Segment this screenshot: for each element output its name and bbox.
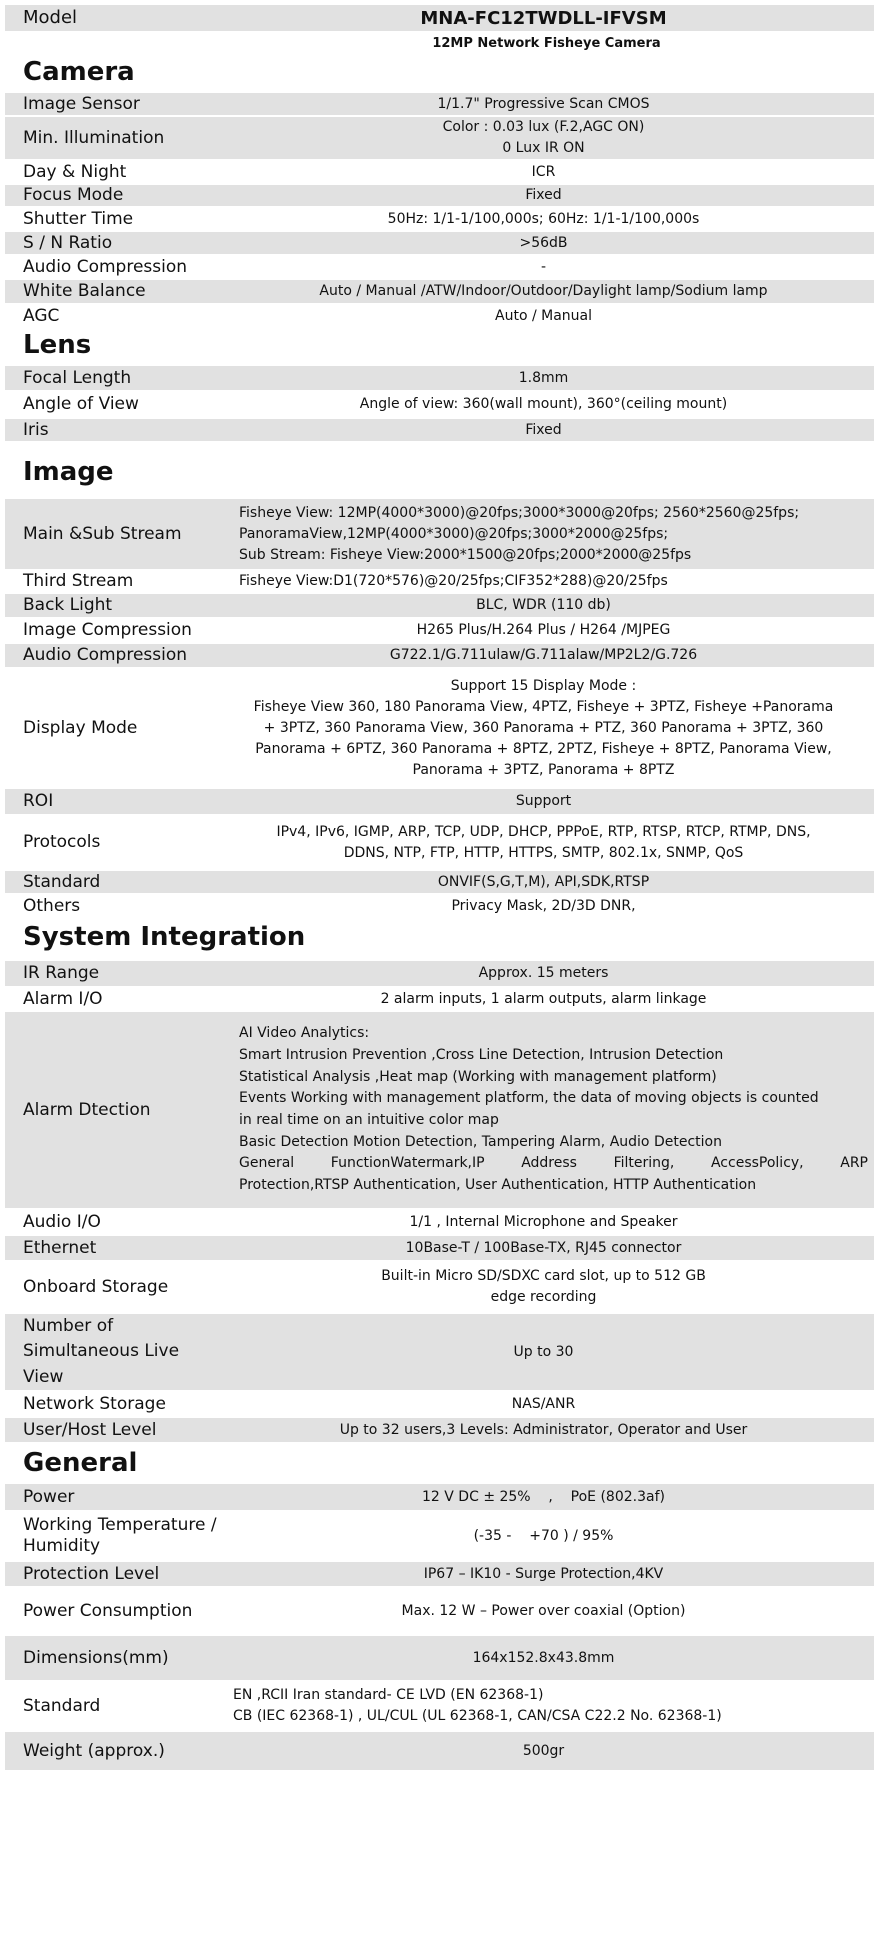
spec-value: 1.8mm [518,369,569,386]
spec-value: >56dB [519,234,568,251]
spec-label: Back Light [23,595,113,616]
spec-row-standard-general [5,1680,874,1730]
spec-value: BLC, WDR (110 db) [476,597,611,613]
spec-line: Panorama + 6PTZ, 360 Panorama + 8PTZ, 2PTZ, Fisheye + 8PTZ, Panorama View, [255,740,832,757]
spec-label: Day & Night [23,161,127,182]
spec-value: IP67 – IK10 - Surge Protection,4KV [423,1565,664,1582]
spec-line: 0 Lux IR ON [502,140,585,156]
spec-label: Audio I/O [23,1211,101,1232]
spec-label: Shutter Time [23,208,134,229]
spec-line: Support 15 Display Mode : [450,677,637,694]
spec-line: CB (IEC 62368-1) , UL/CUL (UL 62368-1, CAN/CSA C22.2 No. 62368-1) [233,1708,722,1724]
spec-value [219,503,874,566]
spec-row-ir-range [5,959,874,986]
spec-label: Iris [23,419,49,440]
spec-label: Working Temperature / Humidity [23,1515,217,1556]
spec-row-working-temperature [5,1510,874,1560]
section-general: General [5,1442,874,1482]
spec-line: Smart Intrusion Prevention ,Cross Line Detection, Intrusion Detection [239,1046,724,1063]
spec-row-audio-compression [5,642,874,667]
spec-value: Fixed [525,421,562,438]
spec-value [219,1023,874,1197]
spec-value: Fixed [525,187,562,203]
section-camera: Camera [5,55,874,91]
spec-value: Privacy Mask, 2D/3D DNR, [451,898,636,914]
spec-row-iris [5,417,874,441]
spec-row-image-sensor [5,91,874,115]
spec-row-others [5,893,874,918]
spec-label: Dimensions(mm) [23,1647,169,1668]
spec-label: Number of Simultaneous Live View [23,1315,180,1387]
spec-sheet [5,5,874,1770]
spec-value: 50Hz: 1/1-1/100,000s; 60Hz: 1/1-1/100,000s [387,210,700,227]
section-system-integration: System Integration [5,918,874,956]
model-label: Model [23,7,78,29]
spec-label: Audio Compression [23,256,188,277]
model-row [5,5,874,31]
model-subtitle: 12MP Network Fisheye Camera [432,35,661,51]
spec-value: H265 Plus/H.264 Plus / H264 /MJPEG [416,622,671,638]
spec-value: Up to 30 [513,1343,574,1360]
spec-label: Angle of View [23,394,139,415]
spec-value: 164x152.8x43.8mm [472,1649,615,1666]
spec-label: Alarm Dtection [23,1099,151,1120]
spec-row-protection-level [5,1560,874,1586]
spec-row-third-stream [5,569,874,592]
spec-row-protocols [5,814,874,869]
spec-row-alarm-detection [5,1010,874,1208]
spec-label: Alarm I/O [23,988,103,1009]
spec-row-sn-ratio [5,230,874,254]
spec-value: (-35 - +70 ) / 95% [473,1527,614,1544]
spec-row-focal-length [5,364,874,390]
spec-row-power [5,1482,874,1510]
spec-row-simultaneous-live-view [5,1312,874,1390]
spec-line: + 3PTZ, 360 Panorama View, 360 Panorama + PTZ, 360 Panorama + 3PTZ, 360 [263,719,824,736]
spec-label: Weight (approx.) [23,1740,165,1761]
spec-label: Display Mode [23,717,138,738]
spec-label: Others [23,896,81,917]
spec-line: Fisheye View 360, 180 Panorama View, 4PTZ, Fisheye + 3PTZ, Fisheye +Panorama [253,698,834,715]
spec-row-dimensions [5,1634,874,1680]
spec-value [219,1685,874,1727]
spec-line: PanoramaView,12MP(4000*3000)@20fps;3000*2000@25fps; [239,525,669,542]
spec-row-weight [5,1730,874,1770]
spec-line: Fisheye View: 12MP(4000*3000)@20fps;3000*3000@20fps; 2560*2560@25fps; [239,504,800,521]
spec-label: White Balance [23,281,146,302]
spec-label: Network Storage [23,1393,166,1414]
spec-label: S / N Ratio [23,232,113,253]
spec-label: User/Host Level [23,1419,157,1440]
spec-label: Protocols [23,832,101,853]
spec-row-image-compression [5,617,874,642]
spec-value [219,117,874,159]
spec-label: Standard [23,871,101,892]
spec-value: Max. 12 W – Power over coaxial (Option) [401,1602,686,1619]
spec-row-network-storage [5,1390,874,1416]
spec-row-angle-of-view [5,390,874,417]
spec-label: Main &Sub Stream [23,523,182,544]
spec-line: Color : 0.03 lux (F.2,AGC ON) [442,119,645,135]
spec-line: Events Working with management platform, the data of moving objects is counted [239,1090,819,1107]
spec-row-user-host-level [5,1416,874,1442]
spec-row-roi [5,787,874,814]
spec-value [219,822,874,864]
spec-label: Ethernet [23,1237,97,1258]
spec-value: 500gr [522,1742,565,1759]
spec-row-focus-mode [5,183,874,206]
spec-label: Image Sensor [23,93,140,114]
spec-label: Standard [23,1695,101,1716]
spec-row-day-night [5,159,874,183]
spec-value: Up to 32 users,3 Levels: Administrator, Operator and User [339,1421,748,1438]
spec-row-display-mode [5,667,874,787]
spec-line: Sub Stream: Fisheye View:2000*1500@20fps;2000*2000@25fps [239,546,692,563]
spec-label: Audio Compression [23,645,188,666]
spec-line: Basic Detection Motion Detection, Tampering Alarm, Audio Detection [239,1133,722,1150]
spec-line: AI Video Analytics: [239,1025,370,1042]
spec-label: Image Compression [23,620,192,641]
spec-row-onboard-storage [5,1260,874,1312]
spec-value: ICR [531,163,556,180]
spec-row-min-illumination [5,115,874,159]
spec-line: Built-in Micro SD/SDXC card slot, up to 512 GB [381,1268,706,1284]
model-value: MNA-FC12TWDLL-IFVSM [420,7,667,29]
spec-label: Onboard Storage [23,1276,169,1297]
spec-row-standard [5,869,874,893]
spec-value: - [540,258,547,275]
spec-value: Fisheye View:D1(720*576)@20/25fps;CIF352*288)@20/25fps [239,573,668,589]
spec-row-agc [5,303,874,327]
spec-row-power-consumption [5,1586,874,1634]
spec-line: in real time on an intuitive color map [239,1112,499,1128]
spec-label: Power Consumption [23,1600,193,1621]
spec-value: 1/1.7" Progressive Scan CMOS [437,95,650,112]
spec-line: Panorama + 3PTZ, Panorama + 8PTZ [412,761,675,778]
spec-value: NAS/ANR [511,1395,576,1412]
spec-row-back-light [5,592,874,617]
spec-line: edge recording [490,1289,597,1305]
spec-line: General FunctionWatermark,IP Address Filtering, AccessPolicy, ARP [239,1155,868,1172]
spec-value [219,1266,874,1308]
spec-value: 10Base-T / 100Base-TX, RJ45 connector [405,1239,682,1256]
spec-line: Protection,RTSP Authentication, User Authentication, HTTP Authentication [239,1177,757,1194]
spec-row-audio-compression [5,254,874,278]
spec-label: ROI [23,791,54,812]
spec-label: Protection Level [23,1563,160,1584]
spec-line: Statistical Analysis ,Heat map (Working with management platform) [239,1068,717,1085]
spec-value: 12 V DC ± 25% , PoE (802.3af) [422,1488,665,1505]
section-image: Image [5,441,874,491]
spec-line: IPv4, IPv6, IGMP, ARP, TCP, UDP, DHCP, PPPoE, RTP, RTSP, RTCP, RTMP, DNS, [276,823,811,840]
spec-value: Angle of view: 360(wall mount), 360°(ceiling mount) [359,396,728,412]
spec-row-ethernet [5,1234,874,1260]
spec-value: Approx. 15 meters [478,965,609,981]
spec-value: 1/1 , Internal Microphone and Speaker [409,1213,678,1230]
spec-value: Auto / Manual /ATW/Indoor/Outdoor/Daylight lamp/Sodium lamp [319,283,768,299]
spec-label: IR Range [23,963,100,984]
spec-line: EN ,RCII Iran standard- CE LVD (EN 62368-1) [233,1687,544,1703]
spec-value: Support [515,793,572,809]
spec-value: G722.1/G.711ulaw/G.711alaw/MP2L2/G.726 [389,647,698,663]
spec-value: Auto / Manual [495,307,592,324]
spec-label: AGC [23,305,60,326]
spec-label: Focus Mode [23,185,124,206]
spec-value: ONVIF(S,G,T,M), API,SDK,RTSP [437,873,650,890]
section-lens: Lens [5,327,874,364]
spec-value [219,676,874,781]
spec-label: Power [23,1486,75,1507]
spec-row-audio-io [5,1208,874,1234]
spec-row-main-sub-stream [5,497,874,569]
spec-row-shutter-time [5,206,874,230]
spec-label: Min. Illumination [23,127,165,148]
spec-label: Third Stream [23,571,134,592]
spec-line: DDNS, NTP, FTP, HTTP, HTTPS, SMTP, 802.1x, SNMP, QoS [343,844,744,861]
spec-row-white-balance [5,278,874,303]
spec-value: 2 alarm inputs, 1 alarm outputs, alarm linkage [380,990,707,1007]
spec-row-alarm-io [5,986,874,1010]
spec-label: Focal Length [23,367,132,388]
